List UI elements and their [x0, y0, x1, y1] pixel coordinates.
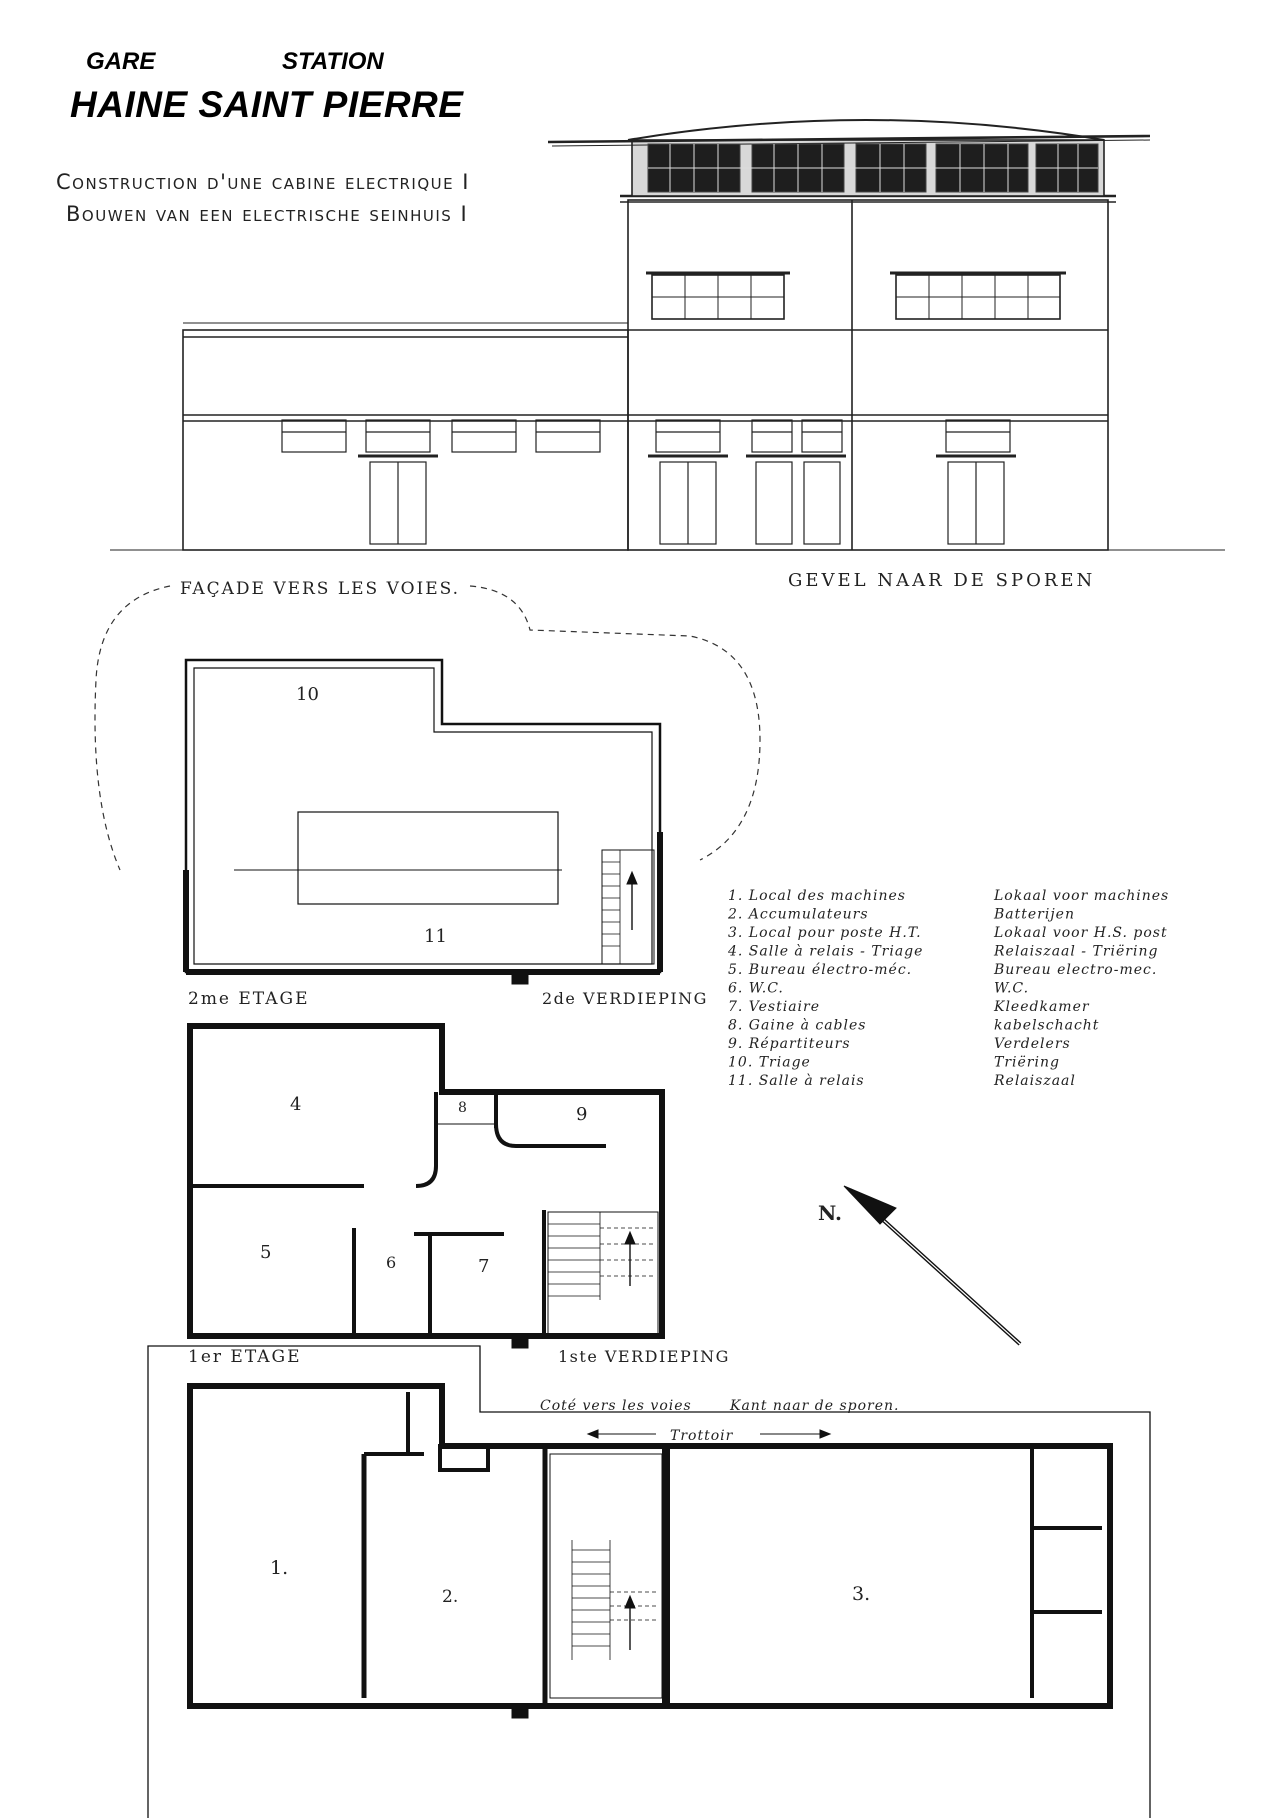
- room-9-label: 9: [576, 1104, 588, 1125]
- legend-item-nl: Kleedkamer: [994, 999, 1090, 1015]
- room-1-label: 1.: [270, 1557, 289, 1579]
- north-arrow: [844, 1186, 1020, 1344]
- room-6-label: 6: [386, 1253, 397, 1272]
- legend-item-fr: 11. Salle à relais: [728, 1073, 865, 1089]
- header-gare: GARE: [86, 48, 156, 75]
- plan-second-floor: [186, 660, 660, 984]
- plan-first-floor: [190, 1026, 662, 1348]
- legend-item-nl: W.C.: [994, 980, 1030, 997]
- legend-item-nl: Lokaal voor H.S. post: [994, 925, 1168, 941]
- legend-item-nl: Batterijen: [994, 906, 1075, 923]
- north-label: N.: [818, 1201, 842, 1225]
- legend-item-nl: Relaiszaal: [994, 1073, 1076, 1089]
- caption-trottoir: Trottoir: [670, 1428, 734, 1444]
- caption-side-fr: Coté vers les voies: [540, 1398, 692, 1414]
- header-town: HAINE SAINT PIERRE: [70, 84, 464, 125]
- legend-item-nl: Verdelers: [994, 1036, 1071, 1052]
- title-dutch: Bouwen van een electrische seinhuis I: [66, 202, 469, 226]
- legend-item-fr: 8. Gaine à cables: [728, 1017, 867, 1034]
- legend-item-fr: 7. Vestiaire: [728, 999, 821, 1015]
- legend-item-nl: Triëring: [994, 1054, 1060, 1071]
- caption-side-nl: Kant naar de sporen.: [730, 1398, 900, 1414]
- room-5-label: 5: [260, 1242, 272, 1263]
- legend-item-fr: 6. W.C.: [728, 980, 784, 997]
- caption-floor2-fr: 2me ETAGE: [188, 989, 310, 1009]
- legend-item-fr: 9. Répartiteurs: [728, 1036, 851, 1052]
- room-3-label: 3.: [852, 1583, 871, 1605]
- room-10-label: 10: [296, 684, 319, 705]
- legend-item-nl: Relaiszaal - Triëring: [994, 943, 1159, 960]
- caption-floor1-nl: 1ste VERDIEPING: [558, 1347, 730, 1366]
- caption-floor1-fr: 1er ETAGE: [188, 1347, 302, 1367]
- room-2-label: 2.: [442, 1587, 459, 1607]
- legend-item-nl: Lokaal voor machines: [994, 888, 1170, 904]
- legend-item-fr: 5. Bureau électro-méc.: [728, 962, 913, 978]
- legend-item-nl: Bureau electro-mec.: [994, 962, 1158, 978]
- room-11-label: 11: [424, 926, 447, 947]
- legend-item-fr: 4. Salle à relais - Triage: [728, 943, 924, 960]
- room-4-label: 4: [290, 1094, 302, 1115]
- facade-elevation: [110, 120, 1225, 550]
- room-7-label: 7: [478, 1256, 490, 1277]
- legend: [727, 888, 1169, 1089]
- caption-facade-nl: GEVEL NAAR DE SPOREN: [788, 570, 1096, 591]
- legend-item-fr: 1. Local des machines: [728, 888, 906, 904]
- header-station: STATION: [282, 48, 384, 75]
- title-french: Construction d'une cabine electrique I: [56, 170, 470, 194]
- legend-item-nl: kabelschacht: [994, 1017, 1100, 1034]
- legend-item-fr: 3. Local pour poste H.T.: [728, 925, 922, 941]
- caption-facade-fr: FAÇADE VERS LES VOIES.: [180, 579, 461, 599]
- room-8-label: 8: [458, 1100, 467, 1116]
- caption-floor2-nl: 2de VERDIEPING: [542, 989, 708, 1008]
- legend-item-fr: 2. Accumulateurs: [728, 906, 869, 923]
- plan-ground-floor: [148, 1346, 1150, 1818]
- legend-item-fr: 10. Triage: [728, 1054, 811, 1071]
